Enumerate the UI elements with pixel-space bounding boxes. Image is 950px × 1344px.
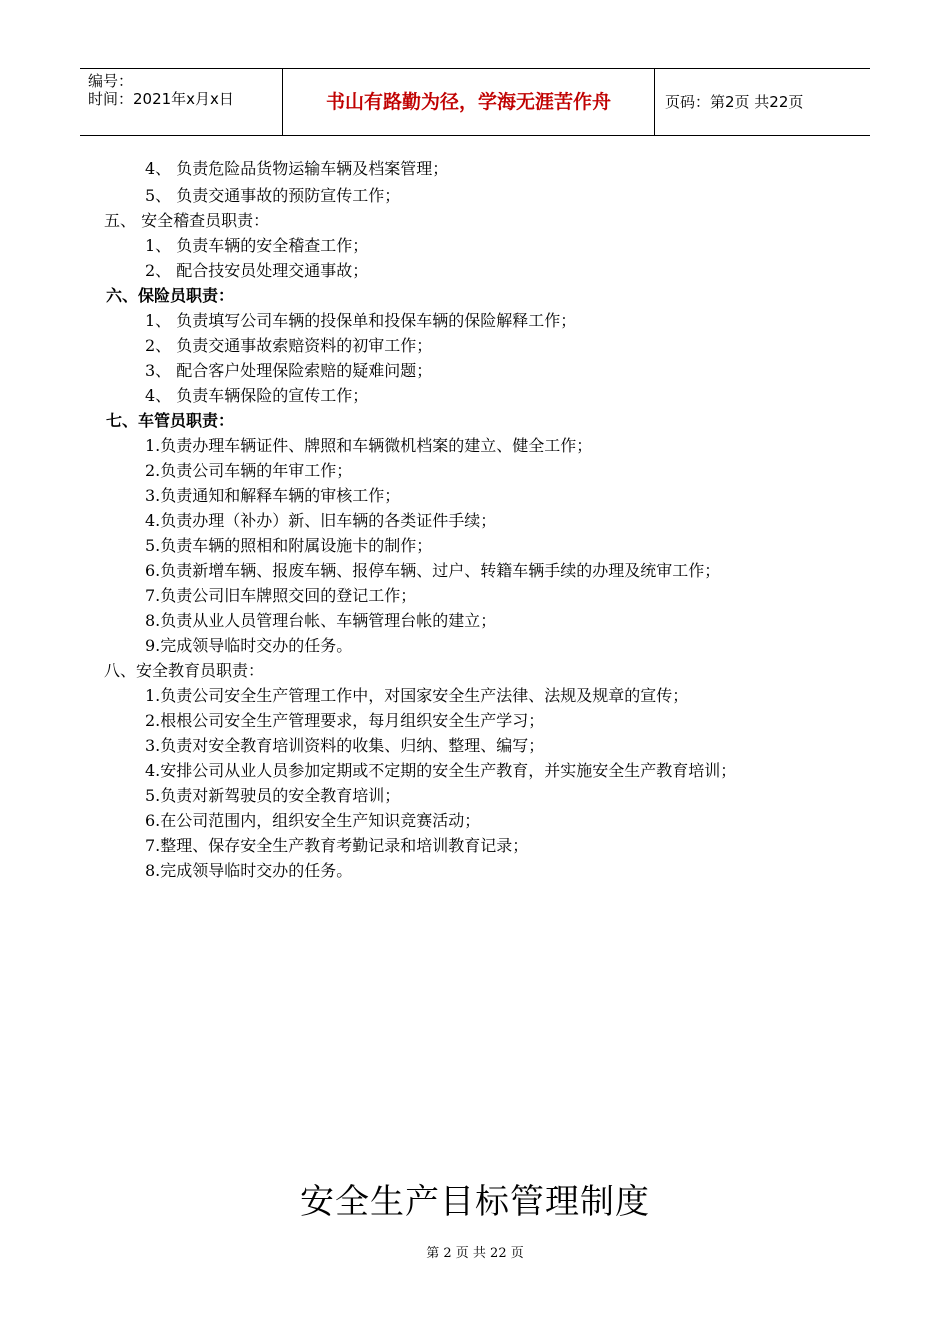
duty-item: 2、 配合技安员处理交通事故； [145, 261, 369, 280]
duty-item: 9.完成领导临时交办的任务。 [145, 636, 353, 655]
duty-item: 5.负责车辆的照相和附属设施卡的制作； [145, 536, 433, 555]
duty-item: 3、 配合客户处理保险索赔的疑难问题； [145, 361, 433, 380]
duty-item: 4.负责办理（补办）新、旧车辆的各类证件手续； [145, 511, 497, 530]
header-date-label: 时间：2021年x月x日 [88, 90, 234, 108]
section-heading: 五、 安全稽查员职责： [104, 211, 270, 230]
header-meta [80, 69, 283, 135]
duty-item: 1.负责办理车辆证件、牌照和车辆微机档案的建立、健全工作； [145, 436, 593, 455]
duty-item: 7.负责公司旧车牌照交回的登记工作； [145, 586, 417, 605]
page-header [80, 68, 870, 136]
header-motto: 书山有路勤为径，学海无涯苦作舟 [283, 69, 655, 135]
header-number-label: 编号： [88, 72, 134, 90]
section-heading: 七、车管员职责： [106, 411, 235, 430]
duty-item: 1.负责公司安全生产管理工作中，对国家安全生产法律、法规及规章的宣传； [145, 686, 689, 705]
header-page-info: 页码：第2页 共22页 [665, 93, 804, 111]
duty-item: 6.负责新增车辆、报废车辆、报停车辆、过户、转籍车辆手续的办理及统审工作； [145, 561, 721, 580]
duty-item: 4、 负责危险品货物运输车辆及档案管理； [145, 159, 449, 178]
duty-item: 8.完成领导临时交办的任务。 [145, 861, 353, 880]
duty-item: 2.根根公司安全生产管理要求，每月组织安全生产学习； [145, 711, 545, 730]
duty-item: 8.负责从业人员管理台帐、车辆管理台帐的建立； [145, 611, 497, 630]
duty-item: 7.整理、保存安全生产教育考勤记录和培训教育记录； [145, 836, 529, 855]
duty-item: 2.负责公司车辆的年审工作； [145, 461, 353, 480]
page-footer: 第 2 页 共 22 页 [426, 1246, 524, 1261]
document-title: 安全生产目标管理制度 [300, 1182, 650, 1222]
duty-item: 3.负责通知和解释车辆的审核工作； [145, 486, 401, 505]
duty-item: 5.负责对新驾驶员的安全教育培训； [145, 786, 401, 805]
duty-item: 4.安排公司从业人员参加定期或不定期的安全生产教育，并实施安全生产教育培训； [145, 761, 737, 780]
duty-item: 1、 负责填写公司车辆的投保单和投保车辆的保险解释工作； [145, 311, 577, 330]
duty-item: 4、 负责车辆保险的宣传工作； [145, 386, 369, 405]
duty-item: 6.在公司范围内，组织安全生产知识竞赛活动； [145, 811, 481, 830]
duty-item: 5、 负责交通事故的预防宣传工作； [145, 186, 401, 205]
duty-item: 3.负责对安全教育培训资料的收集、归纳、整理、编写； [145, 736, 545, 755]
section-heading: 六、保险员职责： [106, 286, 235, 305]
section-heading: 八、安全教育员职责： [104, 661, 265, 680]
duty-item: 2、 负责交通事故索赔资料的初审工作； [145, 336, 433, 355]
duty-item: 1、 负责车辆的安全稽查工作； [145, 236, 369, 255]
